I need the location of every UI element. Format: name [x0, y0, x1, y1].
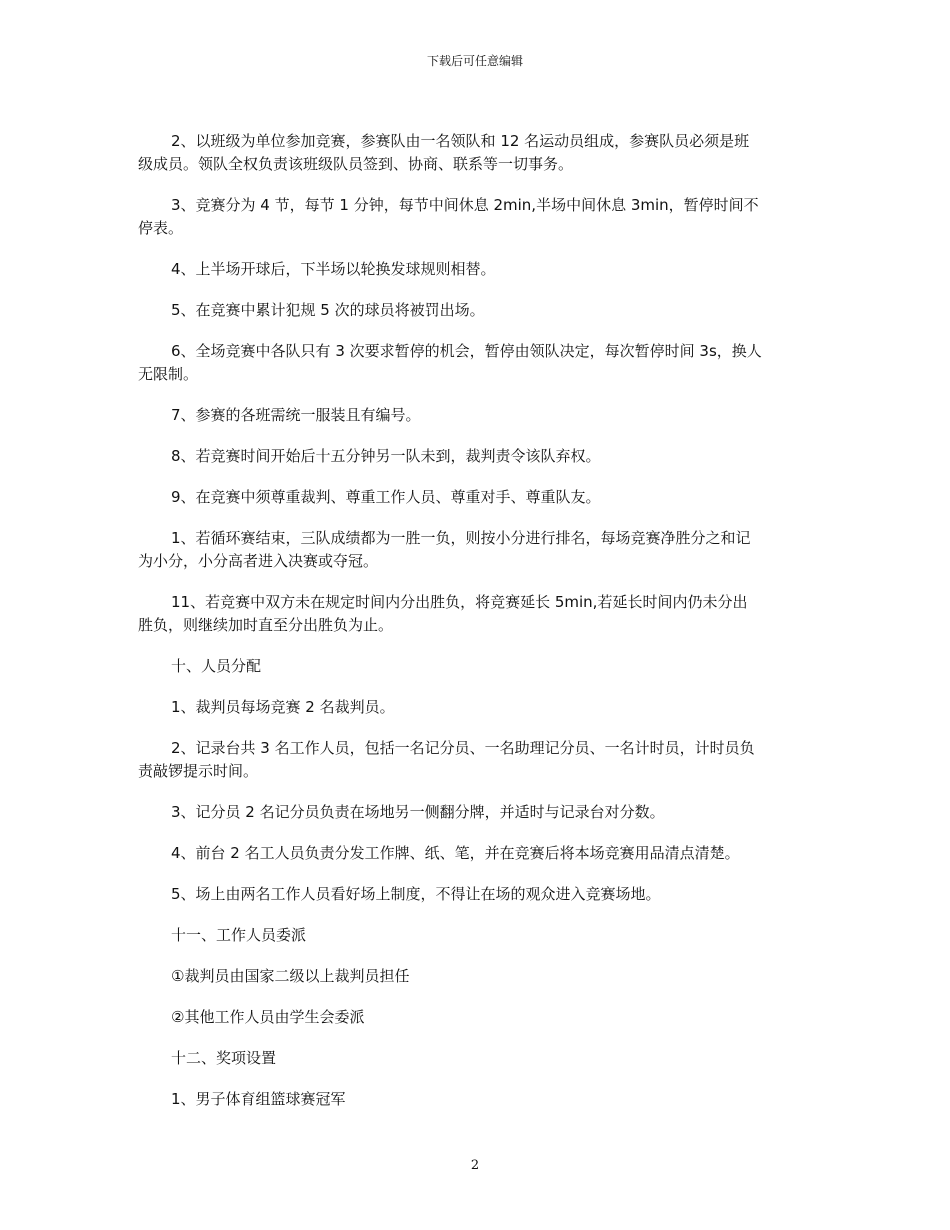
paragraph-line: 7、参赛的各班需统一服装且有编号。	[171, 406, 421, 424]
paragraph	[171, 965, 811, 988]
paragraph	[138, 591, 811, 637]
paragraph-continuation-line: 级成员。领队全权负责该班级队员签到、协商、联系等一切事务。	[138, 155, 574, 173]
paragraph-line: 9、在竞赛中须尊重裁判、尊重工作人员、尊重对手、尊重队友。	[171, 488, 601, 506]
paragraph-line: 十、人员分配	[171, 657, 262, 675]
paragraph	[171, 486, 811, 509]
paragraph-continuation-line: 无限制。	[138, 365, 199, 383]
paragraph-line: 1、裁判员每场竞赛 2 名裁判员。	[171, 698, 395, 716]
paragraph	[138, 340, 811, 386]
paragraph	[138, 737, 811, 783]
paragraph-line: 十一、工作人员委派	[171, 926, 307, 944]
paragraph-line: 2、以班级为单位参加竞赛，参赛队由一名领队和 12 名运动员组成，参赛队员必须是班	[171, 132, 750, 150]
paragraph	[171, 883, 811, 906]
paragraph-line: 3、记分员 2 名记分员负责在场地另一侧翻分牌，并适时与记录台对分数。	[171, 803, 665, 821]
paragraph-line: 5、场上由两名工作人员看好场上制度，不得让在场的观众进入竞赛场地。	[171, 885, 661, 903]
paragraph-continuation-line: 胜负，则继续加时直至分出胜负为止。	[138, 616, 394, 634]
paragraph-line: 4、上半场开球后，下半场以轮换发球规则相替。	[171, 260, 496, 278]
paragraph	[171, 445, 811, 468]
paragraph-line: 11、若竞赛中双方未在规定时间内分出胜负，将竞赛延长 5min,若延长时间内仍未分出	[171, 593, 748, 611]
paragraph-continuation-line: 责敲锣提示时间。	[138, 762, 259, 780]
paragraph	[171, 842, 811, 865]
paragraph-line: 2、记录台共 3 名工作人员，包括一名记分员、一名助理记分员、一名计时员，计时员负	[171, 739, 755, 757]
paragraph	[171, 299, 811, 322]
paragraph	[171, 1088, 811, 1111]
page-number: 2	[470, 1158, 480, 1173]
paragraph	[138, 527, 811, 573]
paragraph-continuation-line: 停表。	[138, 219, 184, 237]
paragraph-line: 十二、奖项设置	[171, 1049, 277, 1067]
paragraph	[171, 1047, 811, 1070]
document-body	[138, 130, 811, 1129]
page-header: 下载后可任意编辑	[426, 54, 523, 68]
paragraph-line: 6、全场竞赛中各队只有 3 次要求暂停的机会，暂停由领队决定，每次暂停时间 3s，换人	[171, 342, 762, 360]
paragraph	[171, 696, 811, 719]
paragraph-line: 4、前台 2 名工人员负责分发工作牌、纸、笔，并在竞赛后将本场竞赛用品清点清楚。	[171, 844, 740, 862]
paragraph	[171, 404, 811, 427]
paragraph-line: 1、若循环赛结束，三队成绩都为一胜一负，则按小分进行排名，每场竞赛净胜分之和记	[171, 529, 751, 547]
paragraph	[171, 801, 811, 824]
paragraph	[171, 655, 811, 678]
paragraph-line: ①裁判员由国家二级以上裁判员担任	[171, 967, 410, 985]
paragraph-line: 1、男子体育组篮球赛冠军	[171, 1090, 346, 1108]
paragraph-continuation-line: 为小分，小分高者进入决赛或夺冠。	[138, 552, 379, 570]
paragraph-line: 8、若竞赛时间开始后十五分钟另一队未到，裁判责令该队弃权。	[171, 447, 601, 465]
paragraph	[138, 130, 811, 176]
paragraph	[171, 258, 811, 281]
paragraph-line: 5、在竞赛中累计犯规 5 次的球员将被罚出场。	[171, 301, 485, 319]
paragraph-line: 3、竞赛分为 4 节，每节 1 分钟，每节中间休息 2min,半场中间休息 3min，暂停时间不	[171, 196, 759, 214]
paragraph-line: ②其他工作人员由学生会委派	[171, 1008, 365, 1026]
paragraph	[171, 1006, 811, 1029]
paragraph	[138, 194, 811, 240]
paragraph	[171, 924, 811, 947]
